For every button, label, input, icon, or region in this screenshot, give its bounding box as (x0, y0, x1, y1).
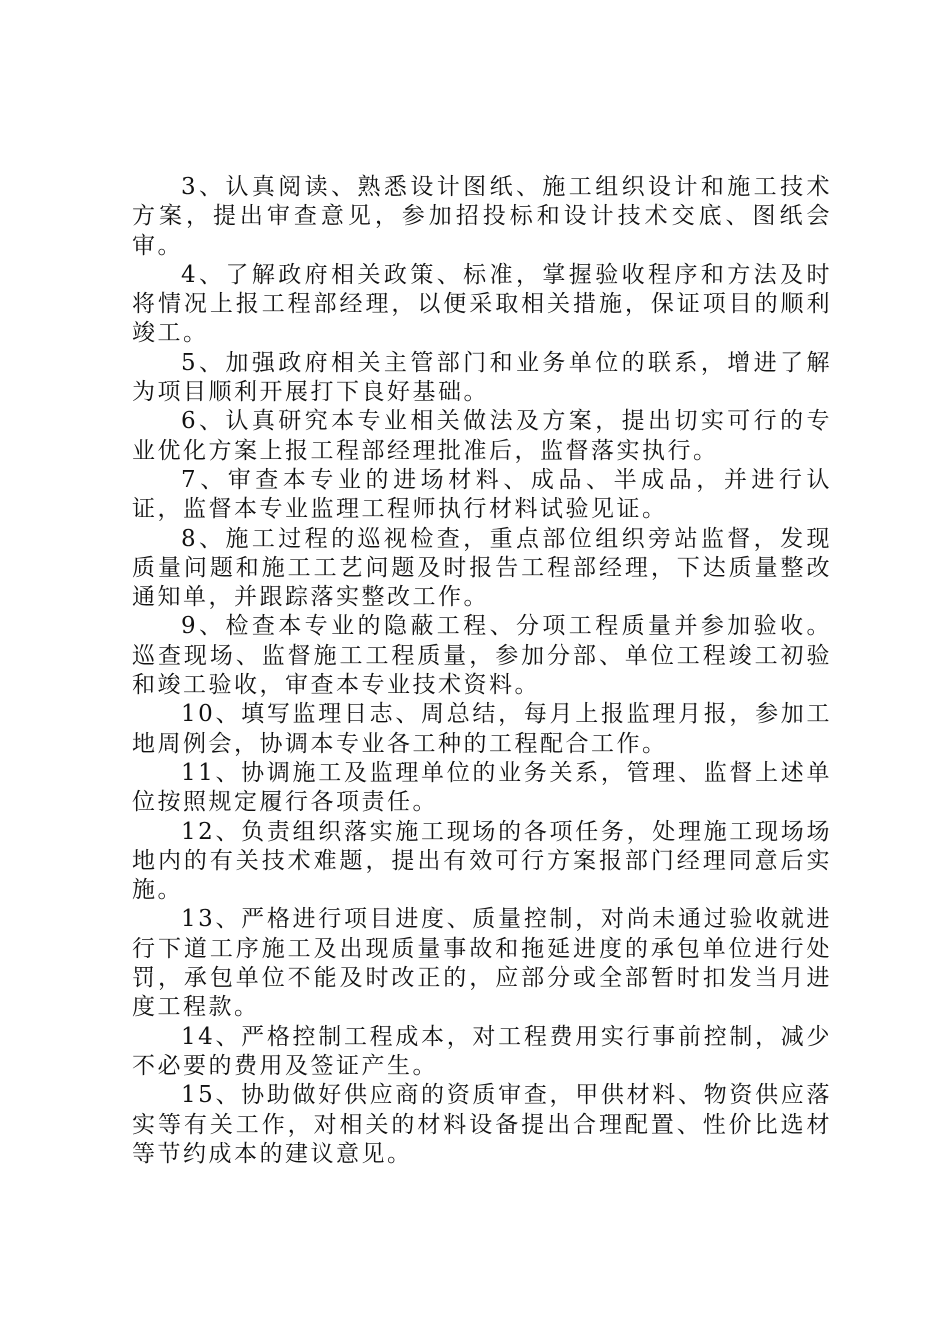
paragraph-item-10: 10、填写监理日志、周总结，每月上报监理月报，参加工地周例会，协调本专业各工种的工程配合工作。 (132, 701, 832, 757)
paragraph-item-14: 14、严格控制工程成本，对工程费用实行事前控制，减少不必要的费用及签证产生。 (132, 1023, 832, 1079)
paragraph-item-13: 13、严格进行项目进度、质量控制，对尚未通过验收就进行下道工序施工及出现质量事故和拖延进度的承包单位进行处罚，承包单位不能及时改正的，应部分或全部暂时扣发当月进度工程款。 (132, 906, 832, 1021)
paragraph-item-3: 3、认真阅读、熟悉设计图纸、施工组织设计和施工技术方案，提出审查意见，参加招投标和设计技术交底、图纸会审。 (132, 174, 832, 259)
paragraph-item-15: 15、协助做好供应商的资质审查，甲供材料、物资供应落实等有关工作，对相关的材料设备提出合理配置、性价比选材等节约成本的建议意见。 (132, 1082, 832, 1167)
paragraph-item-12: 12、负责组织落实施工现场的各项任务，处理施工现场场地内的有关技术难题，提出有效可行方案报部门经理同意后实施。 (132, 818, 832, 904)
document-page (132, 173, 832, 1169)
paragraph-item-7: 7、审查本专业的进场材料、成品、半成品，并进行认证，监督本专业监理工程师执行材料试验见证。 (132, 466, 832, 523)
paragraph-item-11: 11、协调施工及监理单位的业务关系，管理、监督上述单位按照规定履行各项责任。 (132, 759, 832, 816)
paragraph-item-6: 6、认真研究本专业相关做法及方案，提出切实可行的专业优化方案上报工程部经理批准后，监督落实执行。 (132, 408, 832, 464)
paragraph-item-8: 8、施工过程的巡视检查，重点部位组织旁站监督，发现质量问题和施工工艺问题及时报告工程部经理，下达质量整改通知单，并跟踪落实整改工作。 (132, 525, 832, 611)
paragraph-item-5: 5、加强政府相关主管部门和业务单位的联系，增进了解为项目顺利开展打下良好基础。 (132, 349, 832, 406)
paragraph-item-9: 9、检查本专业的隐蔽工程、分项工程质量并参加验收。巡查现场、监督施工工程质量，参加分部、单位工程竣工初验和竣工验收，审查本专业技术资料。 (132, 613, 832, 699)
paragraph-item-4: 4、了解政府相关政策、标准，掌握验收程序和方法及时将情况上报工程部经理，以便采取相关措施，保证项目的顺利竣工。 (132, 261, 832, 347)
